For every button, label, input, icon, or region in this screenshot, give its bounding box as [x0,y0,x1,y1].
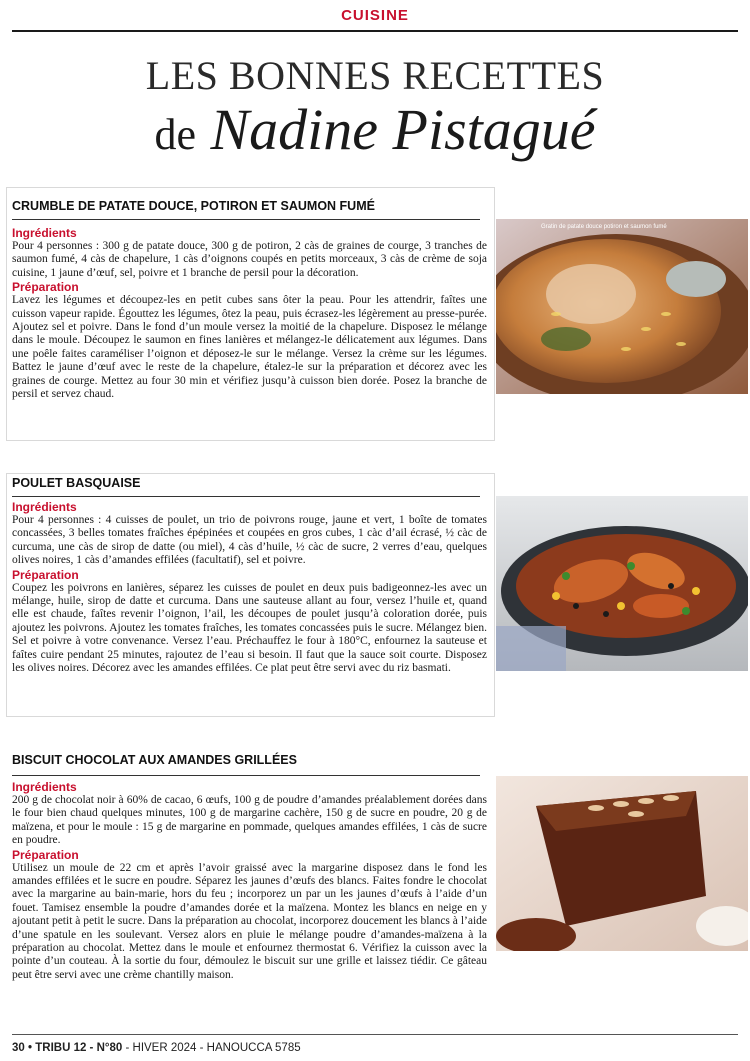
ingredients-text: Pour 4 personnes : 300 g de patate douce, 300 g de potiron, 2 càs de graines de courge, 3 tranches de saumon fumé, 4 càs de chapelure, 1 càs d’oignons coupés en petits morceaux, 3 càs de crème de soja cuisine, 1 jaune d’œuf, sel, poivre et 1 branche de persil pour la décoration. [12,240,487,279]
footer-bullet: • [28,1042,33,1054]
recipe-title: POULET BASQUAISE [12,476,141,490]
footer-rule [12,1034,738,1035]
preparation-heading: Préparation [12,847,79,862]
recipe-title: BISCUIT CHOCOLAT AUX AMANDES GRILLÉES [12,753,297,767]
page-number: 30 [12,1042,25,1054]
footer [12,1042,301,1054]
ingredients-text: Pour 4 personnes : 4 cuisses de poulet, un trio de poivrons rouge, jaune et vert, 1 boîte de tomates concassées, 3 belles tomates fraîches épépinées et coupées en gros cubes, 1 càc d’ail écrasé, ½ càc de curcuma, une càs de sirop de datte (ou miel), 4 càs d’huile, ½ càc de sucre, 2 verres d’eau, quelques olives noires, 1 càs d’amandes effilées (facultatif), sel et poivre. [12,514,487,567]
page-title-line2 [0,96,750,163]
photo-caption: Gratin de patate douce potiron et saumon fumé [541,224,667,230]
recipe-rule [12,219,480,220]
recipe-rule [12,496,480,497]
recipe-body [12,500,487,675]
ingredients-text: 200 g de chocolat noir à 60% de cacao, 6 œufs, 100 g de poudre d’amandes préalablement dorées dans le four bien chaud quelques minutes, 100 g de margarine cachère, 150 g de sucre en poudre, 20 g de maïzena, et pour le moule : 15 g de margarine en pommade, quelques amandes effilées, 1 càs de sucre en poudre. [12,794,487,847]
ingredients-heading: Ingrédients [12,780,77,794]
recipe-rule [12,775,480,776]
title-author-name: Nadine Pistagué [210,97,596,162]
crumble-photo [496,219,748,394]
preparation-text: Lavez les légumes et découpez-les en petit cubes sans ôter la peau. Pour les attendrir, faîtes une cuisson vapeur rapide. Égouttez les légumes, ôtez la peau, puis écrasez-les légèrement au presse-purée. Ajoutez sel et poivre. Dans le fond d’un moule versez la moitié de la chapelure. Disposez le mélange dans le moule. Découpez le saumon en fines lanières et mélangez-le délicatement aux légumes. Dans une poêle faites caraméliser l’oignon et déposez-le sur le mélange. Versez la crème sur les légumes. Battez le jaune d’œuf avec le reste de la chapelure, étalez-le sur la préparation et décorez avec les graines de courge. Mettez au four 30 min et vérifiez jusqu’à cuisson bien dorée. Posez la branche de persil et servez chaud. [12,294,487,401]
top-rule [12,30,738,32]
preparation-text: Coupez les poivrons en lanières, séparez les cuisses de poulet en deux puis badigeonnez-les avec un mélange, huile, sirop de datte et curcuma. Dans une sauteuse allant au four, versez l’huile et, quand elle est chaude, faîtes revenir l’oignon, l’ail, les découpes de poulet jusqu’à coloration dorée, puis ajoutez les poivrons. Ajoutez les tomates fraîches, les tomates concassées puis le sucre. Mélangez bien. Sel et poivre à votre convenance. Versez l’eau. Préchauffez le four à 180°C, enfournez la sauteuse et faîtes cuire pendant 25 minutes, rajoutez de l’eau si besoin. Il faut que la sauce soit courte. Disposez les olives noires. Décorez avec les amandes effilées. Ce plat peut être servi avec du riz basmati. [12,581,487,675]
title-de: de [154,110,196,159]
magazine-name: TRIBU 12 - N°80 [35,1042,123,1054]
section-label: CUISINE [341,7,409,24]
page-title-line1: LES BONNES RECETTES [145,53,605,98]
recipe-body [12,780,487,982]
poulet-photo [496,496,748,671]
preparation-heading: Préparation [12,280,79,295]
recipe-title: CRUMBLE DE PATATE DOUCE, POTIRON ET SAUMON FUMÉ [12,199,375,213]
ingredients-heading: Ingrédients [12,226,77,240]
biscuit-photo [496,776,748,951]
recipe-body [12,226,487,401]
preparation-text: Utilisez un moule de 22 cm et après l’avoir graissé avec la margarine disposez dans le fond les amandes effilées et le sucre en poudre. Séparez les jaunes d’œufs des blancs. Faites fondre le chocolat avec la margarine au bain-marie, hors du feu ; incorporez un par un les jaunes d’œufs à l’aide d’un fouet. Tamisez ensemble la poudre d’amandes dorée et la maïzena. Montez les blancs en neige en y ajoutant petit à petit le sucre. Dans la préparation au chocolat, incorporez doucement les blancs à l’aide d’une spatule en les soulevant. Versez alors en pluie le mélange poudre d’amandes-maïzena à la préparation au chocolat. Mettez dans le moule et enfournez thermostat 6. Vérifiez la cuisson avec la pointe d’un couteau. À la sortie du four, démoulez le biscuit sur une grille et laissez tiédir. Ce gâteau peut être servi avec une crème chantilly maison. [12,861,487,981]
issue-info: - HIVER 2024 - HANOUCCA 5785 [125,1042,301,1054]
preparation-heading: Préparation [12,567,79,582]
ingredients-heading: Ingrédients [12,500,77,514]
